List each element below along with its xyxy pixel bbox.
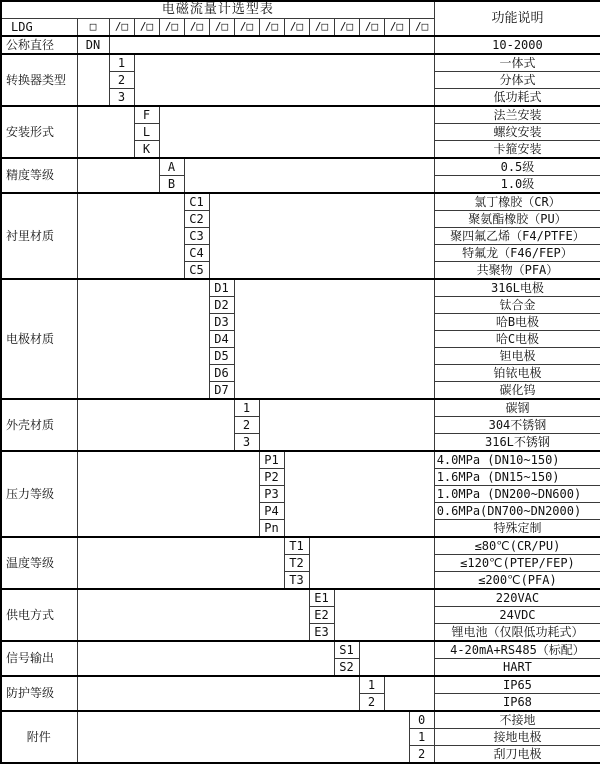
code-slot-cell: /□	[409, 19, 434, 37]
option-code-cell: C5	[184, 262, 209, 280]
empty-region	[359, 641, 434, 676]
code-slot-cell: /□	[109, 19, 134, 37]
empty-region	[184, 158, 434, 193]
option-code-cell: T1	[284, 537, 309, 555]
option-code-cell: D1	[209, 279, 234, 297]
code-slot-cell: /□	[384, 19, 409, 37]
option-description-cell: 钛合金	[434, 297, 600, 314]
option-code-cell: C1	[184, 193, 209, 211]
category-label: 电极材质	[1, 279, 77, 399]
option-description-cell: 碳化钨	[434, 382, 600, 400]
empty-region	[77, 106, 134, 158]
option-description-cell: IP68	[434, 694, 600, 712]
option-code-cell: 2	[234, 417, 259, 434]
empty-region	[77, 641, 334, 676]
code-slot-cell: /□	[134, 19, 159, 37]
option-code-cell: DN	[77, 36, 109, 54]
option-code-cell: 1	[234, 399, 259, 417]
option-code-cell: 1	[409, 729, 434, 746]
code-slot-cell: /□	[284, 19, 309, 37]
category-label: 安装形式	[1, 106, 77, 158]
option-description-cell: IP65	[434, 676, 600, 694]
option-description-cell: ≤200℃(PFA)	[434, 572, 600, 590]
option-code-cell: L	[134, 124, 159, 141]
category-label: 衬里材质	[1, 193, 77, 279]
option-description-cell: 铂铱电极	[434, 365, 600, 382]
option-code-cell: E1	[309, 589, 334, 607]
code-slot-cell: /□	[159, 19, 184, 37]
code-slot-cell: /□	[259, 19, 284, 37]
code-slot-cell: /□	[334, 19, 359, 37]
option-code-cell: D3	[209, 314, 234, 331]
option-code-cell: 1	[109, 54, 134, 72]
code-slot-cell: /□	[309, 19, 334, 37]
code-slot-box: □	[77, 19, 109, 37]
option-code-cell: F	[134, 106, 159, 124]
option-description-cell: 220VAC	[434, 589, 600, 607]
category-label: 转换器类型	[1, 54, 77, 106]
option-row	[1, 193, 600, 211]
empty-region	[134, 54, 434, 106]
option-code-cell: P3	[259, 486, 284, 503]
empty-region	[77, 711, 409, 763]
option-code-cell: S2	[334, 659, 359, 677]
option-row	[1, 279, 600, 297]
option-description-cell: 低功耗式	[434, 89, 600, 107]
option-code-cell: 2	[359, 694, 384, 712]
table-title: 电磁流量计选型表	[1, 1, 434, 19]
option-code-cell: 3	[234, 434, 259, 452]
option-code-cell: A	[159, 158, 184, 176]
empty-region	[334, 589, 434, 641]
option-description-cell: 锂电池（仅限低功耗式）	[434, 624, 600, 642]
option-row	[1, 54, 600, 72]
option-code-cell: E2	[309, 607, 334, 624]
option-description-cell: 24VDC	[434, 607, 600, 624]
option-description-cell: 316L不锈钢	[434, 434, 600, 452]
category-label: 精度等级	[1, 158, 77, 193]
option-row	[1, 537, 600, 555]
option-description-cell: 哈C电极	[434, 331, 600, 348]
option-code-cell: P2	[259, 469, 284, 486]
option-code-cell: C3	[184, 228, 209, 245]
empty-region	[77, 399, 234, 451]
option-description-cell: 法兰安装	[434, 106, 600, 124]
empty-region	[209, 193, 434, 279]
option-description-cell: 氯丁橡胶（CR）	[434, 193, 600, 211]
empty-region	[159, 106, 434, 158]
option-code-cell: B	[159, 176, 184, 194]
option-row	[1, 589, 600, 607]
category-label: 防护等级	[1, 676, 77, 711]
option-description-cell: 304不锈钢	[434, 417, 600, 434]
option-code-cell: 1	[359, 676, 384, 694]
empty-region	[109, 36, 434, 54]
code-slot-cell: /□	[359, 19, 384, 37]
option-description-cell: 接地电极	[434, 729, 600, 746]
option-code-cell: 0	[409, 711, 434, 729]
option-row	[1, 36, 600, 54]
option-code-cell: C4	[184, 245, 209, 262]
category-label: 公称直径	[1, 36, 77, 54]
empty-region	[77, 158, 159, 193]
option-code-cell: P1	[259, 451, 284, 469]
option-description-cell: 316L电极	[434, 279, 600, 297]
empty-region	[309, 537, 434, 589]
category-label: 供电方式	[1, 589, 77, 641]
option-description-cell: 10-2000	[434, 36, 600, 54]
option-row	[1, 451, 600, 469]
option-code-cell: T2	[284, 555, 309, 572]
option-description-cell: 螺纹安装	[434, 124, 600, 141]
option-description-cell: 特氟龙（F46/FEP）	[434, 245, 600, 262]
option-code-cell: K	[134, 141, 159, 159]
option-description-cell: HART	[434, 659, 600, 677]
empty-region	[384, 676, 434, 711]
category-label: 外壳材质	[1, 399, 77, 451]
empty-region	[77, 589, 309, 641]
option-row	[1, 106, 600, 124]
code-slot-cell: /□	[234, 19, 259, 37]
empty-region	[77, 193, 184, 279]
option-code-cell: E3	[309, 624, 334, 642]
option-code-cell: 2	[109, 72, 134, 89]
empty-region	[77, 279, 209, 399]
option-row	[1, 711, 600, 729]
category-label: 附件	[1, 711, 77, 763]
option-code-cell: D6	[209, 365, 234, 382]
empty-region	[77, 537, 284, 589]
function-description-header: 功能说明	[434, 1, 600, 36]
option-description-cell: ≤80℃(CR/PU)	[434, 537, 600, 555]
option-code-cell: S1	[334, 641, 359, 659]
option-description-cell: 1.0级	[434, 176, 600, 194]
option-code-cell: D5	[209, 348, 234, 365]
option-description-cell: 1.6MPa (DN15~150)	[434, 469, 600, 486]
option-code-cell: 3	[109, 89, 134, 107]
option-description-cell: 分体式	[434, 72, 600, 89]
code-slot-cell: /□	[184, 19, 209, 37]
option-description-cell: 1.0MPa (DN200~DN600)	[434, 486, 600, 503]
option-description-cell: 0.6MPa(DN700~DN2000)	[434, 503, 600, 520]
option-row	[1, 676, 600, 694]
option-description-cell: 4.0MPa (DN10~150)	[434, 451, 600, 469]
option-description-cell: 刮刀电极	[434, 746, 600, 764]
option-code-cell: D7	[209, 382, 234, 400]
empty-region	[77, 451, 259, 537]
model-prefix: LDG	[1, 19, 77, 37]
empty-region	[77, 676, 359, 711]
category-label: 温度等级	[1, 537, 77, 589]
option-description-cell: 聚四氟乙烯（F4/PTFE）	[434, 228, 600, 245]
option-code-cell: T3	[284, 572, 309, 590]
category-label: 信号输出	[1, 641, 77, 676]
option-description-cell: 4-20mA+RS485（标配）	[434, 641, 600, 659]
empty-region	[234, 279, 434, 399]
option-description-cell: ≤120℃(PTEP/FEP)	[434, 555, 600, 572]
option-code-cell: P4	[259, 503, 284, 520]
option-description-cell: 0.5级	[434, 158, 600, 176]
empty-region	[77, 54, 109, 106]
option-description-cell: 哈B电极	[434, 314, 600, 331]
option-row	[1, 641, 600, 659]
option-code-cell: C2	[184, 211, 209, 228]
option-description-cell: 不接地	[434, 711, 600, 729]
option-description-cell: 特殊定制	[434, 520, 600, 538]
empty-region	[284, 451, 434, 537]
option-row	[1, 158, 600, 176]
option-code-cell: 2	[409, 746, 434, 764]
option-description-cell: 共聚物（PFA）	[434, 262, 600, 280]
option-description-cell: 碳钢	[434, 399, 600, 417]
option-description-cell: 聚氨酯橡胶（PU）	[434, 211, 600, 228]
option-description-cell: 钽电极	[434, 348, 600, 365]
option-code-cell: Pn	[259, 520, 284, 538]
category-label: 压力等级	[1, 451, 77, 537]
option-code-cell: D2	[209, 297, 234, 314]
option-row	[1, 399, 600, 417]
title-row	[1, 1, 600, 19]
code-slot-cell: /□	[209, 19, 234, 37]
option-code-cell: D4	[209, 331, 234, 348]
empty-region	[259, 399, 434, 451]
option-description-cell: 卡箍安装	[434, 141, 600, 159]
option-description-cell: 一体式	[434, 54, 600, 72]
